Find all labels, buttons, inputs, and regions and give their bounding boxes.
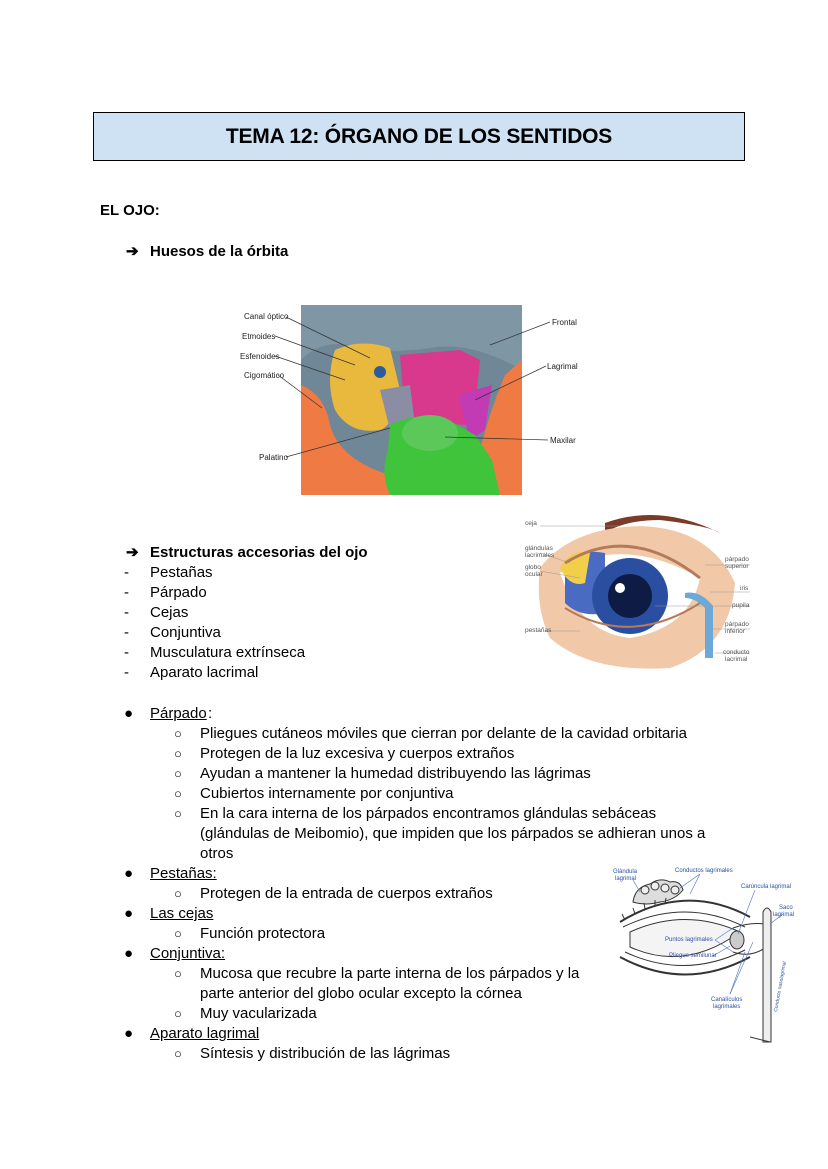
sub-item: ○ En la cara interna de los párpados encontramos glándulas sebáceas (glándulas de Meibomio), que impiden que los párpados se adhieran unos a otros: [174, 805, 706, 862]
label-palatino: Palatino: [259, 453, 288, 462]
bullet-pestanas: ● Pestañas:: [124, 865, 217, 882]
eye-illustration: [539, 515, 735, 669]
orbit-heading: [126, 242, 288, 260]
sub-item: ○ Ayudan a mantener la humedad distribuyendo las lágrimas: [174, 765, 591, 782]
label-pliegue: Pliegue semilunar: [669, 953, 717, 959]
bullet-aparato: ● Aparato lagrimal: [124, 1025, 260, 1042]
sub-item: ○ Protegen de la luz excesiva y cuerpos extraños: [174, 745, 515, 762]
label-conducto-1: conducto: [723, 649, 750, 656]
sub-item: ○ Síntesis y distribución de las lágrimas: [174, 1045, 451, 1062]
list-item: - Cejas: [124, 604, 189, 621]
lacrimal-figure: [605, 862, 805, 1047]
list-item: - Musculatura extrínseca: [124, 644, 306, 661]
title-banner: [93, 112, 745, 161]
sub-item: ○ Mucosa que recubre la parte interna de los párpados y la parte anterior del globo ocular excepto la córnea: [174, 965, 580, 1002]
label-glandulas-2: lacrimales: [525, 552, 555, 559]
label-canaliculos-1: Canalículos: [711, 997, 743, 1003]
label-iris: iris: [740, 585, 749, 592]
orbit-bones-figure: [230, 300, 590, 500]
orbit-heading-text: Huesos de la órbita: [150, 243, 289, 260]
list-item: - Pestañas: [124, 564, 213, 581]
label-cigomatico: Cigomático: [244, 371, 285, 380]
sub-item: ○ Función protectora: [174, 925, 326, 942]
label-parpado-inf-1: párpado: [725, 621, 749, 628]
label-saco-2: lagrimal: [773, 912, 795, 918]
label-frontal: Frontal: [552, 318, 577, 327]
label-globo-2: ocular: [525, 571, 543, 578]
label-glandulas-1: glándulas: [525, 545, 553, 552]
label-ceja: ceja: [525, 520, 537, 527]
accessory-heading: [126, 543, 368, 561]
bullet-parpado: ● Párpado :: [124, 705, 213, 722]
orbit-photo: [301, 305, 522, 495]
label-saco-1: Saco: [779, 905, 793, 911]
bullet-conjuntiva: ● Conjuntiva:: [124, 945, 226, 962]
bullet-cejas: ● Las cejas: [124, 905, 214, 922]
sub-item: ○ Protegen de la entrada de cuerpos extraños: [174, 885, 493, 902]
lacrimal-illustration: [620, 880, 771, 1042]
label-glandula-1: Glándula: [613, 869, 638, 875]
label-puntos: Puntos lagrimales: [665, 937, 713, 943]
label-etmoides: Etmoides: [242, 332, 276, 341]
sub-item: ○ Muy vacularizada: [174, 1005, 317, 1022]
label-parpado-sup-1: párpado: [725, 556, 749, 563]
sub-item: ○ Pliegues cutáneos móviles que cierran por delante de la cavidad orbitaria: [174, 725, 687, 742]
label-caruncula: Carúncula lagrimal: [741, 884, 792, 890]
label-pestanas: pestañas: [525, 627, 552, 634]
label-nasolagrimal: Conducto nasolagrimal: [773, 960, 788, 1013]
label-parpado-inf-2: inferior: [725, 628, 745, 635]
accessory-heading-text: Estructuras accesorias del ojo: [150, 544, 368, 561]
eye-figure: [510, 508, 755, 678]
label-canal-optico: Canal óptico: [244, 312, 289, 321]
sub-item: ○ Cubiertos internamente por conjuntiva: [174, 785, 454, 802]
label-lagrimal: Lagrimal: [547, 362, 578, 371]
arrow-icon: ➔: [126, 544, 139, 561]
list-item: - Aparato lacrimal: [124, 664, 259, 681]
label-pupila: pupila: [732, 602, 750, 609]
page-title: TEMA 12: ÓRGANO DE LOS SENTIDOS: [225, 124, 613, 148]
list-item: - Párpado: [124, 584, 207, 601]
label-conducto-2: lacrimal: [725, 656, 748, 663]
arrow-icon: ➔: [126, 243, 139, 260]
label-esfenoides: Esfenoides: [240, 352, 280, 361]
label-parpado-sup-2: superior: [725, 563, 749, 570]
section-title: EL OJO:: [100, 202, 160, 219]
label-maxilar: Maxilar: [550, 436, 576, 445]
list-item: - Conjuntiva: [124, 624, 221, 641]
label-glandula-2: lagrimal: [615, 876, 637, 882]
accessory-list: [124, 563, 305, 683]
label-canaliculos-2: lagrimales: [713, 1004, 741, 1010]
label-conductos: Conductos lagrimales: [675, 868, 733, 874]
label-globo-1: globo: [525, 564, 541, 571]
